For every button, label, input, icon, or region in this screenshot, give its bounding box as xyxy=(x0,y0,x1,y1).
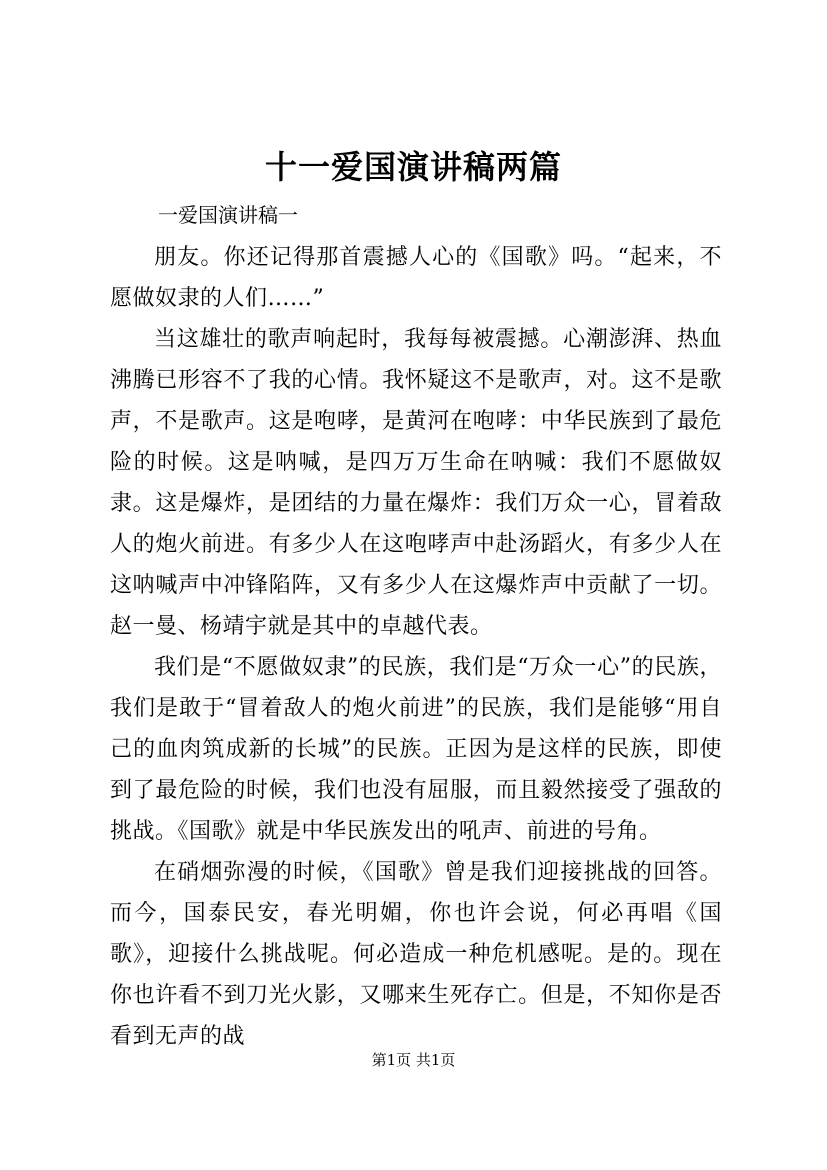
document-title: 十一爱国演讲稿两篇 xyxy=(264,148,562,186)
paragraph-4: 在硝烟弥漫的时候，《国歌》曾是我们迎接挑战的回答。而今，国泰民安，春光明媚，你也许会说，何必再唱《国歌》，迎接什么挑战呢。何必造成一种危机感呢。是的。现在你也许看不到刀光火影，又哪来生死存亡。但是，不知你是否看到无声的战 xyxy=(110,860,722,1049)
paragraph-3: 我们是“不愿做奴隶”的民族，我们是“万众一心”的民族，我们是敢于“冒着敌人的炮火前进”的民族，我们是能够“用自己的血肉筑成新的长城”的民族。正因为是这样的民族，即使到了最危险的时候，我们也没有屈服，而且毅然接受了强敌的挑战。《国歌》就是中华民族发出的吼声、前进的号角。 xyxy=(110,655,722,844)
document-body xyxy=(110,197,722,1057)
paragraph-1: 朋友。你还记得那首震撼人心的《国歌》吗。“起来，不愿做奴隶的人们……” xyxy=(110,245,722,311)
section-heading: 一爱国演讲稿一 xyxy=(158,203,298,227)
paragraph-2: 当这雄壮的歌声响起时，我每每被震撼。心潮澎湃、热血沸腾已形容不了我的心情。我怀疑这不是歌声，对。这不是歌声，不是歌声。这是咆哮，是黄河在咆哮：中华民族到了最危险的时候。这是呐喊，是四万万生命在呐喊：我们不愿做奴隶。这是爆炸，是团结的力量在爆炸：我们万众一心，冒着敌人的炮火前进。有多少人在这咆哮声中赴汤蹈火，有多少人在这呐喊声中冲锋陷阵，又有多少人在这爆炸声中贡献了一切。赵一曼、杨靖宇就是其中的卓越代表。 xyxy=(110,327,722,639)
page-footer: 第1页 共1页 xyxy=(371,1051,456,1069)
